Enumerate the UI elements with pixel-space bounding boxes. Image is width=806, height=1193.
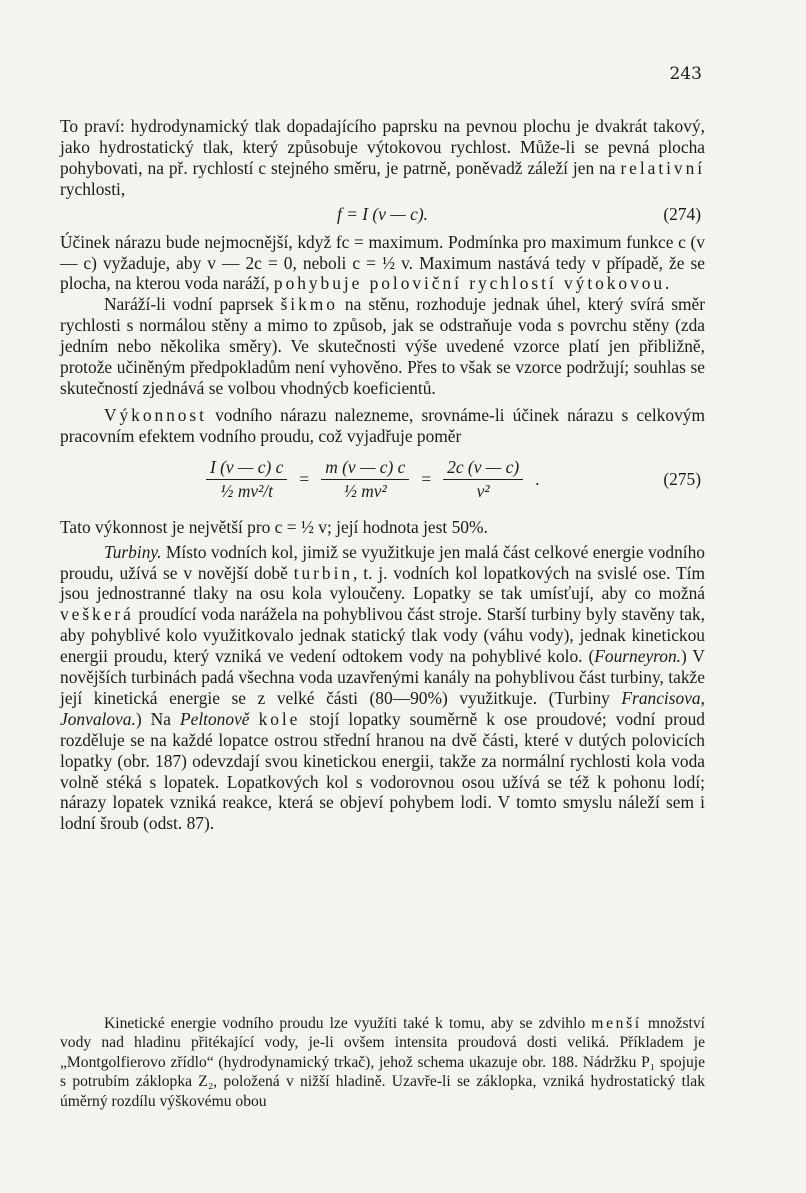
para4-spaced: Výkonnost [104, 404, 207, 425]
name-fourneyron: Fourneyron. [594, 646, 682, 667]
fraction-3-denominator: v² [476, 480, 490, 501]
turbiny-title: Turbiny. [104, 541, 162, 562]
main-text [60, 116, 705, 834]
equation-275-number: (275) [663, 468, 701, 489]
para3-rest: na stěnu, rozhoduje jednak úhel, který svírá směr rychlosti s normálou stěny a mimo to způsob, jak se odstraňuje voda s povrchu stěny (zda jedním nebo několika směry). Ve skutečnosti výše uvedené vzorce platí jen přibližně, protože učiněným předpokladům není vyhověno. Přes to však se vzorce podržují; souhlas se skutečností zjednává se volbou vhodnýcb koeficientů. [60, 294, 706, 398]
fraction-1 [206, 457, 287, 502]
paragraph-1 [60, 116, 705, 200]
equals-sign-2: = [421, 468, 432, 489]
fraction-2 [321, 457, 409, 502]
para2-spaced: pohybuje poloviční rychlostí výtokovou. [273, 273, 673, 294]
fraction-1-numerator: I (v — c) c [206, 457, 287, 480]
paragraph-turbiny [60, 542, 705, 835]
para4-rest: vodního nárazu nalezneme, srovnáme-li účinek nárazu s celkovým pracovním efektem vodního proudu, což vyjadřuje poměr [60, 404, 705, 446]
fraction-3-numerator: 2c (v — c) [443, 457, 523, 480]
fraction-2-numerator: m (v — c) c [321, 457, 409, 480]
equation-274 [60, 204, 705, 228]
turbiny-text-d: ) V novějších turbinách padá všechna voda uzavřenými kanály na pohyblivou část turbiny, takže její kinetická energie se z velké části (80—90%) využitkuje. (Turbiny [60, 646, 705, 708]
small-text-b: množství vody nad hladinu přitékající vody, je-li ovšem intensita proudová dosti veliká. Příkladem je „Montgolfierovo zřídlo“ (hydrodynamický trkač), jehož schema ukazuje obr. 188. Nádržku P₁ spojuje s potrubím záklopka Z₂, položená v nižší hladině. Uzavře-li se záklopka, vzniká hydrostatický tlak úměrný rozdílu výškovému obou [60, 1015, 705, 1110]
equation-275-row [200, 457, 545, 502]
turbiny-spaced-2: veškerá [60, 604, 134, 625]
name-pelton: Peltonově [179, 708, 250, 729]
para3-start: Naráží-li vodní paprsek [104, 294, 274, 315]
turbiny-spaced-3: kole [258, 708, 301, 729]
turbiny-spaced-1: turbin [293, 562, 354, 583]
small-spaced: menší [591, 1015, 642, 1032]
equation-275-dot: . [535, 468, 540, 489]
page-number: 243 [669, 64, 702, 84]
equation-274-number: (274) [663, 203, 701, 224]
paragraph-2 [60, 232, 705, 295]
paragraph-small [60, 1014, 705, 1111]
turbiny-text-f: ) Na [135, 708, 171, 729]
para1-spaced: relativní [620, 157, 706, 178]
equation-274-expr: f = I (v — c). [337, 203, 428, 224]
equation-275 [60, 451, 705, 511]
turbiny-text-c: proudící voda narážela na pohyblivou část stroje. Starší turbiny byly stavěny tak, aby pohyblivé kolo využitkovalo jednak statický tlak vody (váhu vody), jednak kinetickou energii proudu, který vzniká ve vedení odtokem vody na pohyblivé kolo. ( [60, 604, 705, 667]
paragraph-4 [60, 405, 705, 447]
turbiny-text-e: , [700, 687, 705, 708]
para1-text: To praví: hydrodynamický tlak dopadajícího paprsku na pevnou plochu je dvakrát takový, jako hydrostatický tlak, který způsobuje výtokovou rychlost. Může-li se pevná plocha pohybovati, na př. rychlostí c stejného směru, je patrně, poněvadž záleží jen na [60, 116, 705, 178]
turbiny-text-a: Místo vodních kol, jimiž se využitkuje jen malá část celkové energie vodního proudu, užívá se v novější době [60, 541, 705, 583]
fraction-2-denominator: ½ mv² [343, 480, 387, 501]
equals-sign-1: = [299, 468, 310, 489]
paragraph-5: Tato výkonnost je největší pro c = ½ v; její hodnota jest 50%. [60, 516, 488, 537]
paragraph-3 [60, 294, 705, 399]
para1-end: rychlosti, [60, 178, 126, 199]
small-text-a: Kinetické energie vodního proudu lze využíti také k tomu, aby se zdvihlo [104, 1015, 586, 1032]
turbiny-text-b: , t. j. vodních kol lopatkových na svislé ose. Tím jsou jednostranné tlaky na osu kola vyloučeny. Lopatky se tak umísťují, aby co možná [60, 562, 705, 604]
para3-spaced: šikmo [280, 294, 338, 315]
fraction-1-denominator: ½ mv²/t [220, 480, 273, 501]
name-francis: Francisova [621, 687, 701, 708]
name-jonval: Jonvalova. [60, 708, 136, 729]
fraction-3 [443, 457, 523, 502]
para2-text: Účinek nárazu bude nejmocnější, když fc = maximum. Podmínka pro maximum funkce c (v — c) vyžaduje, aby v — 2c = 0, neboli c = ½ v. Maximum nastává tedy v případě, že se plocha, na kterou voda naráží, [60, 231, 705, 294]
turbiny-text-g: stojí lopatky souměrně k ose proudové; vodní proud rozděluje se na každé lopatce ostrou střední hranou na dvě části, které v dutých polovicích lopatky (obr. 187) odevzdají svou kinetickou energii, takže za normální rychlosti kola voda volně stéká s lopatek. Lopatkových kol s vodorovnou osou užívá se též k pohonu lodí; nárazy lopatek vzniká reakce, která se objeví pohybem lodi. V tomto smyslu náleží sem i lodní šroub (odst. 87). [60, 708, 705, 834]
small-print-text [60, 1014, 705, 1111]
